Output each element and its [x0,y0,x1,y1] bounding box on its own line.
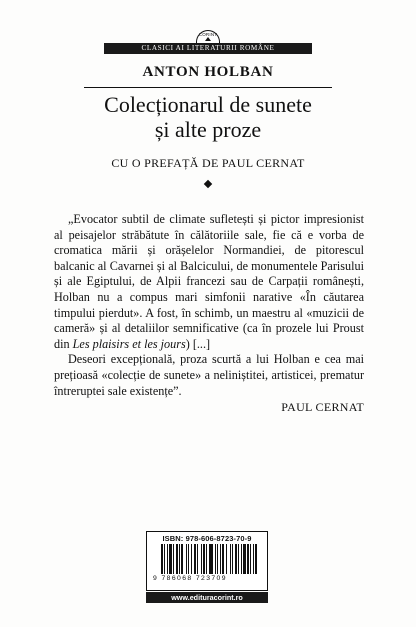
barcode-bar [203,544,205,574]
barcode-bar [255,544,257,574]
barcode-bar [197,544,198,574]
publisher-logo-text: CORINT [198,32,218,37]
barcode-bar [217,544,218,574]
barcode-bar [250,544,251,574]
barcode-box [146,531,268,591]
blurb-book-reference: Les plaisirs et les jours [72,336,186,351]
barcode-bar [232,544,233,574]
barcode-bar [188,544,189,574]
barcode-bar [169,544,172,574]
barcode-bar [186,544,187,574]
barcode-bar [215,544,216,574]
publisher-website: www.edituracorint.ro [146,592,268,603]
barcode-bar [161,544,163,574]
barcode-bar [191,544,192,574]
barcode-bar [230,544,231,574]
barcode-bar [167,544,168,574]
book-title-line-2: și alte proze [154,117,262,142]
barcode-bar [243,544,246,574]
barcode-bar [194,544,196,574]
barcode-bar [253,544,254,574]
diamond-ornament-icon [204,180,212,188]
triangle-icon [205,37,211,41]
series-title: CLASICI AI LITERATURII ROMÂNE [104,43,312,54]
blurb-signature: PAUL CERNAT [281,400,364,415]
blurb-paragraph-1 [54,212,364,352]
barcode-bar [164,544,165,574]
blurb-paragraph-2: Deseori excepțională, proza scurtă a lui Holban e cea mai prețioasă «colecție de sunete» a neliniștitei, artisticei, prematur întreruptei sale existențe”. [54,352,364,398]
author-name: ANTON HOLBAN [142,64,274,80]
book-title [0,92,416,142]
barcode-bar [206,544,207,574]
blurb-paragraph-1-end: ) [...] [185,336,211,351]
book-title-line-1: Colecționarul de sunete [104,92,312,117]
preface-credit: CU O PREFAȚĂ DE PAUL CERNAT [111,156,305,170]
barcode-bar [241,544,242,574]
barcode-bar [209,544,210,574]
barcode-bar [222,544,224,574]
barcode-bar [210,544,213,574]
barcode-bars [161,544,257,574]
isbn-label: ISBN: 978-606-8723-70-9 [162,534,252,543]
barcode-bar [226,544,227,574]
blurb-text [54,212,364,416]
barcode-bar [176,544,178,574]
barcode-bar [235,544,237,574]
barcode-bar [181,544,183,574]
publisher-logo [196,30,220,44]
series-banner [104,30,312,60]
barcode-bar [220,544,221,574]
barcode-bar [201,544,202,574]
divider-line [84,87,332,88]
barcode-digits: 9 786068 723709 [153,575,227,582]
barcode-bar [247,544,249,574]
blurb-paragraph-1-start: „Evocator subtil de climate sufletești și pictor impresionist al peisajelor străbătute în călătoriile sale, fie că e vorba de cromatica mării și orășelelor Normandiei, de pitorescul balcanic al Cavarnei și al Balcicului, de monumentele Parisului și ale Egiptului, de Alpii francezi sau de Carpații românești, Holban nu a compus mari simfonii narative «În căutarea timpului pierdut». A fost, în schimb, un maestru al «muzicii de cameră» și al detaliilor semnificative (ca în prozele lui Proust din [54,212,364,351]
barcode-bar [238,544,239,574]
barcode-bar [173,544,174,574]
barcode-bar [179,544,180,574]
